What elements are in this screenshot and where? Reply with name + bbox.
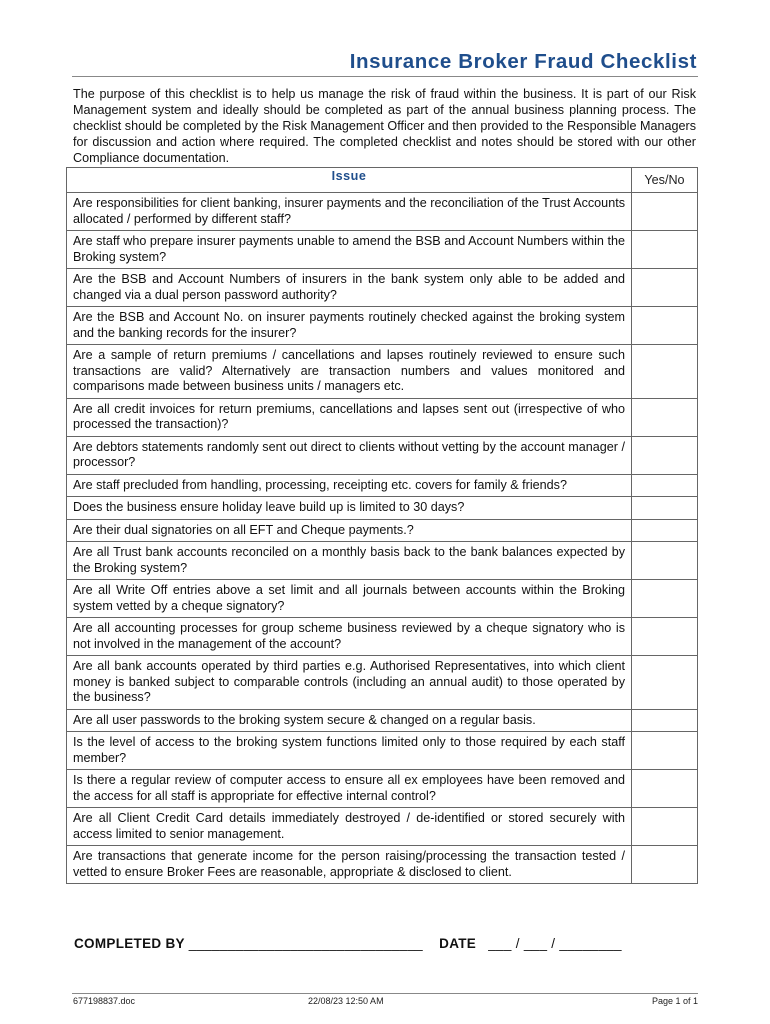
yesno-answer-cell[interactable]	[632, 231, 698, 269]
yesno-answer-cell[interactable]	[632, 269, 698, 307]
issue-question: Are a sample of return premiums / cancellations and lapses routinely reviewed to ensure such transactions are valid? Alternatively are transaction numbers and values monitored and comparisons made between business units / managers etc.	[67, 345, 632, 399]
yesno-answer-cell[interactable]	[632, 398, 698, 436]
table-row	[67, 580, 698, 618]
yesno-answer-cell[interactable]	[632, 474, 698, 497]
yesno-answer-cell[interactable]	[632, 193, 698, 231]
table-row	[67, 497, 698, 520]
completed-by-field[interactable]: ______________________________	[188, 936, 423, 951]
issue-question: Are all Write Off entries above a set limit and all journals between accounts within the Broking system vetted by a cheque signatory?	[67, 580, 632, 618]
issue-question: Are all accounting processes for group scheme business reviewed by a cheque signatory who is not involved in the management of the account?	[67, 618, 632, 656]
table-row	[67, 732, 698, 770]
date-field[interactable]: ___ / ___ / ________	[488, 936, 622, 951]
checklist-table	[66, 167, 698, 884]
issue-question: Are all user passwords to the broking system secure & changed on a regular basis.	[67, 709, 632, 732]
issue-question: Are responsibilities for client banking, insurer payments and the reconciliation of the Trust Accounts allocated / performed by different staff?	[67, 193, 632, 231]
completed-by-line	[74, 936, 622, 951]
table-row	[67, 656, 698, 710]
issue-question: Are all bank accounts operated by third parties e.g. Authorised Representatives, into which client money is banked subject to comparable controls (including an annual audit) to those operated by the business?	[67, 656, 632, 710]
issue-question: Are the BSB and Account No. on insurer payments routinely checked against the broking system and the banking records for the insurer?	[67, 307, 632, 345]
yesno-answer-cell[interactable]	[632, 542, 698, 580]
yesno-answer-cell[interactable]	[632, 846, 698, 884]
table-row	[67, 231, 698, 269]
issue-question: Are transactions that generate income for the person raising/processing the transaction tested / vetted to ensure Broker Fees are reasonable, appropriate & disclosed to client.	[67, 846, 632, 884]
table-row	[67, 345, 698, 399]
date-label: DATE	[439, 936, 477, 951]
table-row	[67, 269, 698, 307]
yesno-answer-cell[interactable]	[632, 618, 698, 656]
table-row	[67, 474, 698, 497]
issue-question: Are all credit invoices for return premiums, cancellations and lapses sent out (irrespective of who processed the transaction)?	[67, 398, 632, 436]
title-divider	[72, 76, 698, 77]
table-row	[67, 519, 698, 542]
yesno-answer-cell[interactable]	[632, 709, 698, 732]
yesno-answer-cell[interactable]	[632, 732, 698, 770]
table-row	[67, 770, 698, 808]
issue-question: Does the business ensure holiday leave build up is limited to 30 days?	[67, 497, 632, 520]
issue-question: Are their dual signatories on all EFT and Cheque payments.?	[67, 519, 632, 542]
yesno-answer-cell[interactable]	[632, 497, 698, 520]
yesno-answer-cell[interactable]	[632, 656, 698, 710]
issue-question: Are the BSB and Account Numbers of insurers in the bank system only able to be added and changed via a dual person password authority?	[67, 269, 632, 307]
yesno-answer-cell[interactable]	[632, 808, 698, 846]
table-row	[67, 846, 698, 884]
issue-question: Are staff who prepare insurer payments unable to amend the BSB and Account Numbers within the Broking system?	[67, 231, 632, 269]
footer-doc-name: 677198837.doc	[73, 996, 136, 1006]
yesno-answer-cell[interactable]	[632, 519, 698, 542]
yesno-answer-cell[interactable]	[632, 580, 698, 618]
table-row	[67, 398, 698, 436]
issue-question: Are all Trust bank accounts reconciled on a monthly basis back to the bank balances expected by the Broking system?	[67, 542, 632, 580]
issue-question: Are all Client Credit Card details immediately destroyed / de-identified or stored securely with access limited to senior management.	[67, 808, 632, 846]
issue-question: Are staff precluded from handling, processing, receipting etc. covers for family & friends?	[67, 474, 632, 497]
table-row	[67, 808, 698, 846]
page-title: Insurance Broker Fraud Checklist	[349, 50, 697, 73]
footer-page-number: Page 1 of 1	[651, 996, 698, 1006]
table-row	[67, 618, 698, 656]
intro-paragraph: The purpose of this checklist is to help us manage the risk of fraud within the business. It is part of our Risk Management system and ideally should be completed as part of the annual business planning process. The checklist should be completed by the Risk Management Officer and then provided to the Responsible Managers for discussion and action where required. The completed checklist and notes should be stored with our other Compliance documentation.	[73, 87, 696, 165]
table-row	[67, 193, 698, 231]
yesno-answer-cell[interactable]	[632, 770, 698, 808]
issue-question: Is the level of access to the broking system functions limited only to those required by each staff member?	[67, 732, 632, 770]
yesno-column-header: Yes/No	[632, 168, 698, 193]
table-header-row	[67, 168, 698, 193]
issue-column-header: Issue	[67, 168, 632, 193]
yesno-answer-cell[interactable]	[632, 307, 698, 345]
table-row	[67, 436, 698, 474]
table-row	[67, 709, 698, 732]
completed-by-label: COMPLETED BY	[74, 936, 185, 951]
table-row	[67, 307, 698, 345]
footer-datetime: 22/08/23 12:50 AM	[308, 996, 384, 1006]
footer-divider	[72, 993, 698, 994]
yesno-answer-cell[interactable]	[632, 436, 698, 474]
table-row	[67, 542, 698, 580]
issue-question: Are debtors statements randomly sent out direct to clients without vetting by the account manager / processor?	[67, 436, 632, 474]
issue-question: Is there a regular review of computer access to ensure all ex employees have been removed and the access for all staff is appropriate for effective internal control?	[67, 770, 632, 808]
yesno-answer-cell[interactable]	[632, 345, 698, 399]
